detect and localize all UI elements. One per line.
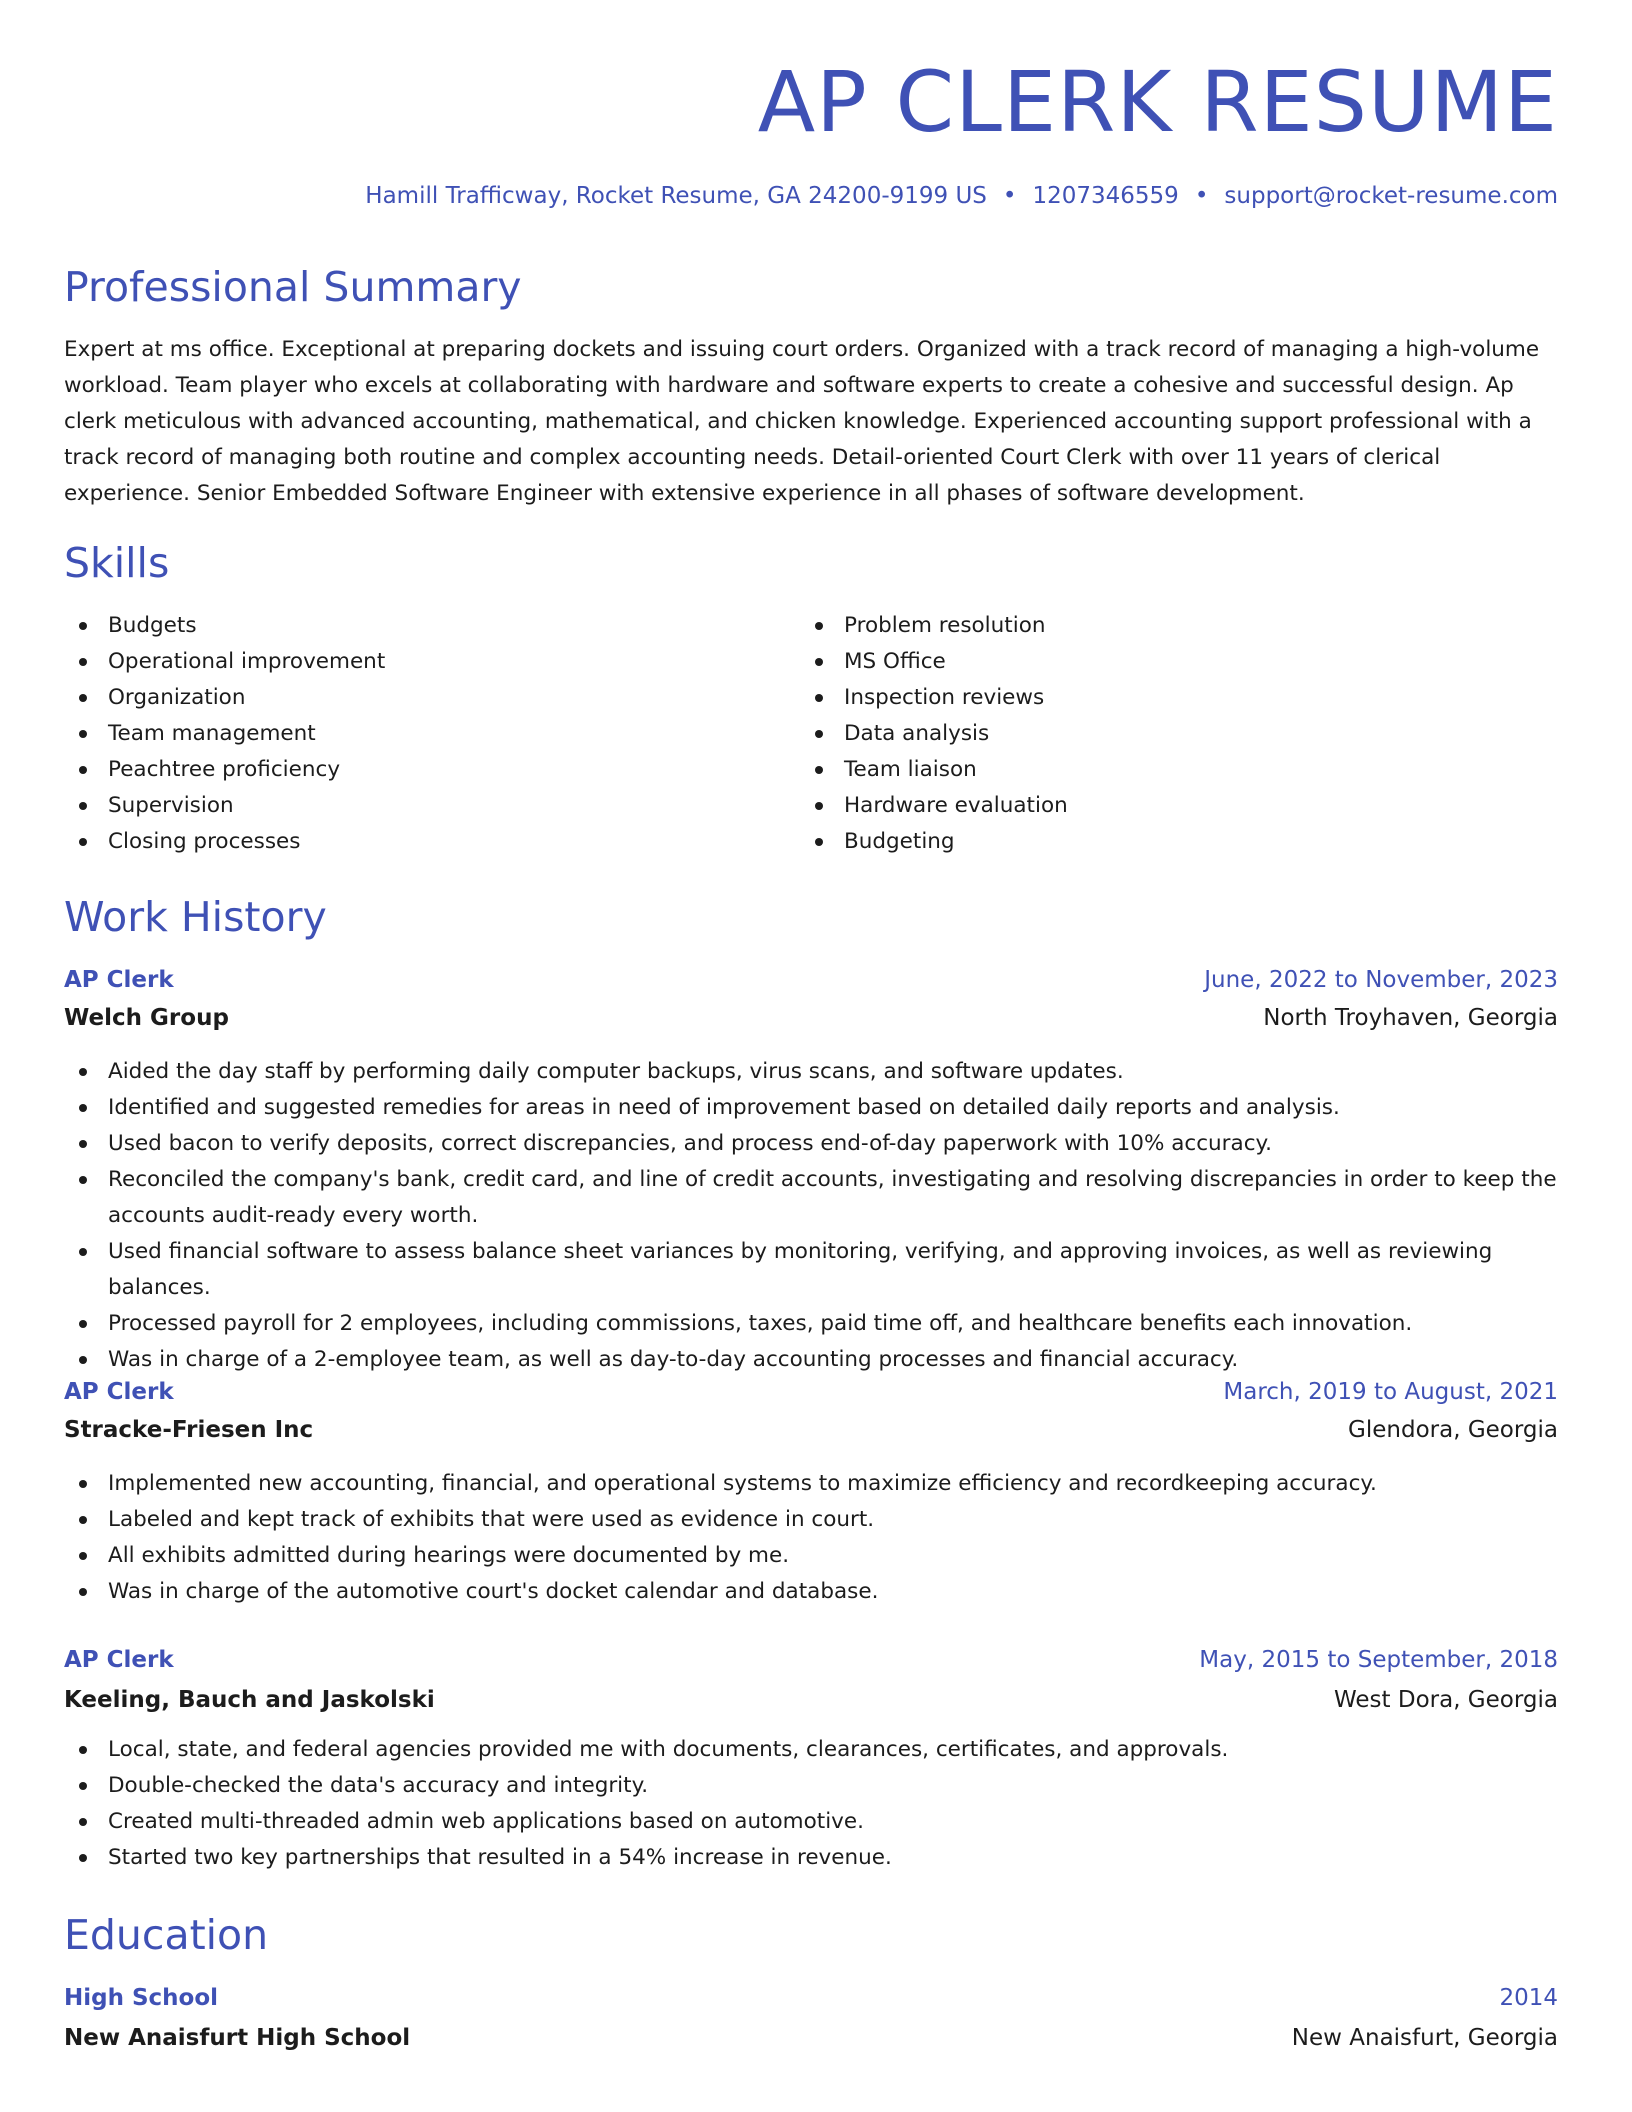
job-header [64, 1642, 1558, 1678]
bullet-icon [79, 730, 87, 738]
bullet-icon [79, 1516, 87, 1524]
list-item: Aided the day staff by performing daily computer backups, virus scans, and software updates. [64, 1054, 1558, 1090]
school-name: New Anaisfurt High School [64, 2025, 411, 2051]
list-item: Created multi-threaded admin web applications based on automotive. [64, 1804, 1558, 1840]
bullet-icon [79, 1320, 87, 1328]
bullet-icon [815, 730, 823, 738]
list-item: Processed payroll for 2 employees, including commissions, taxes, paid time off, and healthcare benefits each innovation. [64, 1306, 1558, 1342]
bullet-icon [815, 802, 823, 810]
contact-phone: 1207346559 [1032, 183, 1179, 209]
skill-item: Organization [64, 680, 385, 716]
contact-line [365, 180, 1558, 212]
job-title: AP Clerk [64, 1379, 174, 1405]
job-location: West Dora, Georgia [1334, 1687, 1558, 1713]
skill-item: Budgeting [800, 824, 1068, 860]
skill-item: Hardware evaluation [800, 788, 1068, 824]
bullet-icon [79, 1818, 87, 1826]
list-item: Local, state, and federal agencies provided me with documents, clearances, certificates, and approvals. [64, 1732, 1558, 1768]
job-bullets [64, 1054, 1558, 1378]
bullet-icon [79, 1104, 87, 1112]
job-bullets [64, 1732, 1558, 1876]
bullet-icon [79, 1782, 87, 1790]
bullet-icon [79, 1140, 87, 1148]
contact-separator: • [1194, 183, 1209, 209]
bullet-icon [815, 694, 823, 702]
bullet-icon [79, 1248, 87, 1256]
list-item: Was in charge of a 2-employee team, as well as day-to-day accounting processes and financial accuracy. [64, 1342, 1558, 1378]
bullet-icon [79, 1746, 87, 1754]
bullet-icon [79, 1068, 87, 1076]
skill-item: Closing processes [64, 824, 385, 860]
company-name: Stracke-Friesen Inc [64, 1417, 314, 1443]
list-item: Identified and suggested remedies for areas in need of improvement based on detailed daily reports and analysis. [64, 1090, 1558, 1126]
skill-item: Team management [64, 716, 385, 752]
company-name: Welch Group [64, 1005, 229, 1031]
bullet-icon [79, 1176, 87, 1184]
education-year: 2014 [1499, 1985, 1558, 2011]
skill-item: Data analysis [800, 716, 1068, 752]
education-header [64, 1980, 1558, 2016]
resume-title: AP CLERK RESUME [757, 53, 1558, 151]
skill-item: Peachtree proficiency [64, 752, 385, 788]
skill-item: Supervision [64, 788, 385, 824]
list-item: Used bacon to verify deposits, correct discrepancies, and process end-of-day paperwork with 10% accuracy. [64, 1126, 1558, 1162]
bullet-icon [79, 658, 87, 666]
bullet-icon [815, 622, 823, 630]
job-title: AP Clerk [64, 1647, 174, 1673]
list-item: Labeled and kept track of exhibits that were used as evidence in court. [64, 1502, 1558, 1538]
list-item: Double-checked the data's accuracy and integrity. [64, 1768, 1558, 1804]
skills-list-right [800, 608, 1068, 860]
list-item: All exhibits admitted during hearings were documented by me. [64, 1538, 1558, 1574]
job-location: North Troyhaven, Georgia [1263, 1005, 1558, 1031]
skill-item: Team liaison [800, 752, 1068, 788]
company-name: Keeling, Bauch and Jaskolski [64, 1687, 435, 1713]
education-heading: Education [64, 1911, 269, 1959]
list-item: Started two key partnerships that resulted in a 54% increase in revenue. [64, 1840, 1558, 1876]
contact-email[interactable]: support@rocket-resume.com [1224, 183, 1558, 209]
skills-heading: Skills [64, 539, 170, 587]
skill-item: Operational improvement [64, 644, 385, 680]
bullet-icon [79, 1480, 87, 1488]
contact-address: Hamill Trafficway, Rocket Resume, GA 24200-9199 US [365, 183, 987, 209]
school-location: New Anaisfurt, Georgia [1291, 2025, 1558, 2051]
bullet-icon [79, 1356, 87, 1364]
skill-item: Budgets [64, 608, 385, 644]
job-dates: June, 2022 to November, 2023 [1204, 967, 1558, 993]
job-bullets [64, 1466, 1558, 1610]
job-employer [64, 1682, 1558, 1718]
bullet-icon [79, 1588, 87, 1596]
job-employer [64, 1000, 1558, 1036]
job-dates: May, 2015 to September, 2018 [1199, 1647, 1558, 1673]
bullet-icon [815, 658, 823, 666]
skills-list-left [64, 608, 385, 860]
degree: High School [64, 1985, 219, 2011]
bullet-icon [79, 694, 87, 702]
summary-text: Expert at ms office. Exceptional at preparing dockets and issuing court orders. Organized with a track record of managing a high-volume workload. Team player who excels at collaborating with hardware and software experts to create a cohesive and successful design. Ap clerk meticulous with advanced accounting, mathematical, and chicken knowledge. Experienced accounting support professional with a track record of managing both routine and complex accounting needs. Detail-oriented Court Clerk with over 11 years of clerical experience. Senior Embedded Software Engineer with extensive experience in all phases of software development. [64, 337, 1540, 506]
bullet-icon [79, 766, 87, 774]
job-employer [64, 1412, 1558, 1448]
job-title: AP Clerk [64, 967, 174, 993]
education-school [64, 2020, 1558, 2056]
skill-item: MS Office [800, 644, 1068, 680]
job-location: Glendora, Georgia [1348, 1417, 1558, 1443]
list-item: Reconciled the company's bank, credit card, and line of credit accounts, investigating and resolving discrepancies in order to keep the accounts audit-ready every worth. [64, 1162, 1558, 1234]
bullet-icon [79, 622, 87, 630]
skill-item: Inspection reviews [800, 680, 1068, 716]
job-dates: March, 2019 to August, 2021 [1223, 1379, 1558, 1405]
skill-item: Problem resolution [800, 608, 1068, 644]
contact-separator: • [1002, 183, 1017, 209]
bullet-icon [815, 766, 823, 774]
bullet-icon [79, 802, 87, 810]
bullet-icon [79, 1552, 87, 1560]
list-item: Implemented new accounting, financial, and operational systems to maximize efficiency and recordkeeping accuracy. [64, 1466, 1558, 1502]
job-header [64, 1374, 1558, 1410]
job-header [64, 962, 1558, 998]
work-heading: Work History [64, 893, 327, 941]
list-item: Was in charge of the automotive court's docket calendar and database. [64, 1574, 1558, 1610]
bullet-icon [79, 1854, 87, 1862]
bullet-icon [815, 838, 823, 846]
summary-heading: Professional Summary [64, 263, 522, 311]
bullet-icon [79, 838, 87, 846]
list-item: Used financial software to assess balance sheet variances by monitoring, verifying, and approving invoices, as well as reviewing balances. [64, 1234, 1558, 1306]
